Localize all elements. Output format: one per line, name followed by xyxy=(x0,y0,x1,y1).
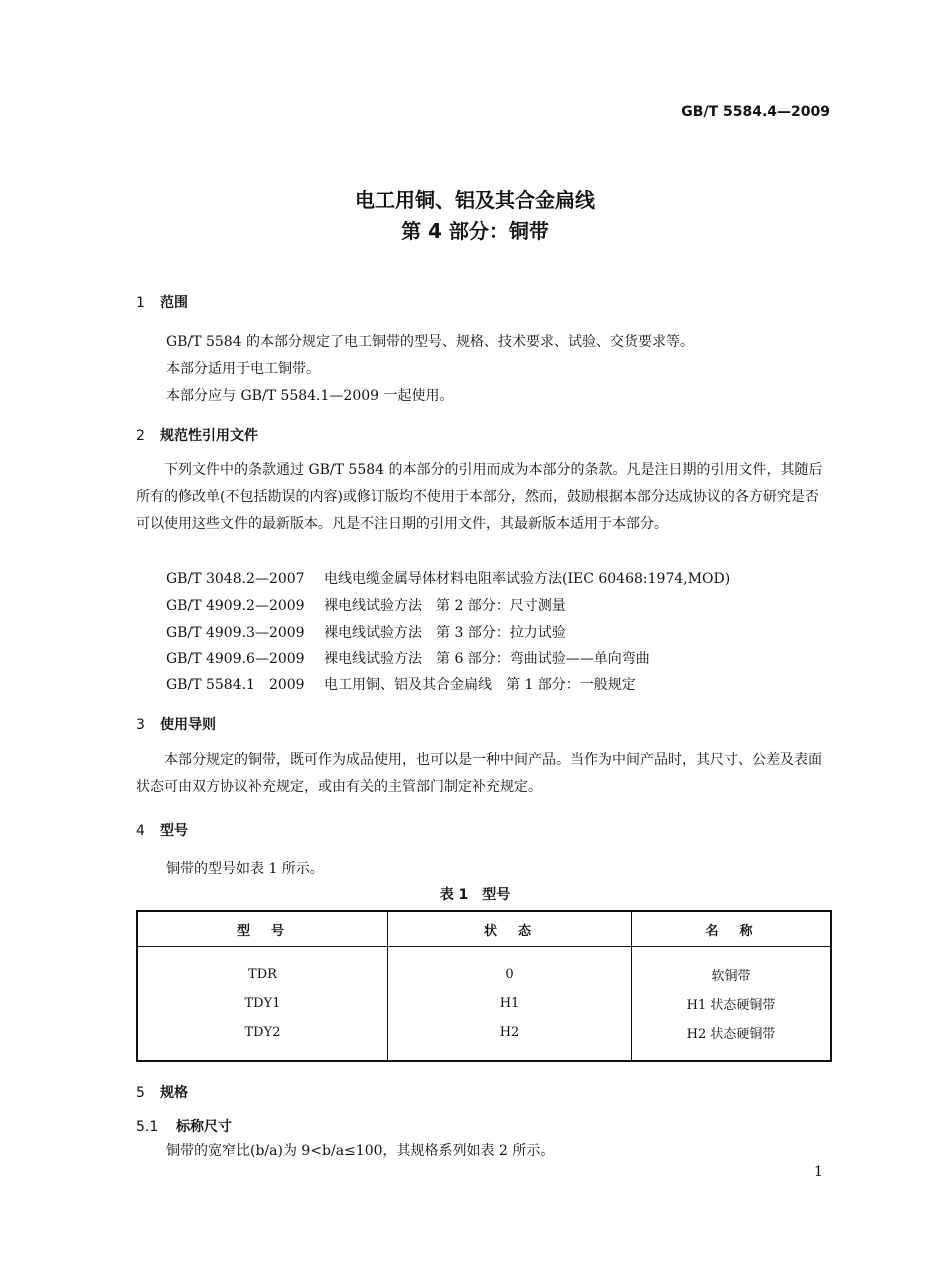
paragraph: 本部分应与 GB/T 5584.1—2009 一起使用。 xyxy=(166,388,454,404)
reference-item xyxy=(166,674,636,694)
column-header: 状 态 xyxy=(388,911,632,947)
document-title: 电工用铜、铝及其合金扁线 xyxy=(355,188,595,212)
paragraph: 下列文件中的条款通过 GB/T 5584 的本部分的引用而成为本部分的条款。凡是注日期的引用文件，其随后所有的修改单(不包括勘误的内容)或修订版均不使用于本部分，然而，鼓励根据本部分达成协议的各方研究是否可以使用这些文件的最新版本。凡是不注日期的引用文件，其最新版本适用于本部分。 xyxy=(136,462,823,532)
table-cell: TDR xyxy=(137,947,388,990)
table-row xyxy=(137,989,831,1018)
document-subtitle: 第 4 部分：铜带 xyxy=(401,219,549,243)
table-row xyxy=(137,1018,831,1061)
reference-title: 电线电缆金属导体材料电阻率试验方法(IEC 60468:1974,MOD) xyxy=(324,571,731,587)
table-row xyxy=(137,947,831,990)
table-cell: H2 xyxy=(388,1018,632,1061)
reference-item xyxy=(166,648,650,668)
section-title: 型号 xyxy=(160,823,188,839)
subsection-number: 5.1 xyxy=(136,1119,159,1135)
table-cell: 0 xyxy=(388,947,632,990)
table-caption: 表 1 型号 xyxy=(439,887,511,903)
reference-code: GB/T 4909.3—2009 xyxy=(166,625,305,641)
table-cell: TDY1 xyxy=(137,989,388,1018)
reference-title: 裸电线试验方法 第 3 部分：拉力试验 xyxy=(324,625,566,641)
standard-code: GB/T 5584.4—2009 xyxy=(681,104,830,120)
subsection-title: 标称尺寸 xyxy=(176,1119,232,1135)
section-number: 1 xyxy=(136,295,145,311)
paragraph: 铜带的型号如表 1 所示。 xyxy=(166,861,324,877)
table-header-row xyxy=(137,911,831,947)
reference-code: GB/T 4909.6—2009 xyxy=(166,651,305,667)
section-number: 4 xyxy=(136,823,145,839)
reference-code: GB/T 3048.2—2007 xyxy=(166,571,305,587)
paragraph: 本部分规定的铜带，既可作为成品使用，也可以是一种中间产品。当作为中间产品时，其尺寸、公差及表面状态可由双方协议补充规定，或由有关的主管部门制定补充规定。 xyxy=(136,752,822,795)
subsection-5-1-heading xyxy=(136,1116,232,1136)
section-title: 范围 xyxy=(160,295,188,311)
reference-code: GB/T 4909.2—2009 xyxy=(166,598,305,614)
column-header: 型 号 xyxy=(137,911,388,947)
paragraph: GB/T 5584 的本部分规定了电工铜带的型号、规格、技术要求、试验、交货要求等。 xyxy=(166,334,695,350)
section-4-heading xyxy=(136,820,188,840)
model-table xyxy=(136,910,832,1062)
table-cell: H1 状态硬铜带 xyxy=(686,998,776,1013)
table-cell: 软铜带 xyxy=(711,969,751,984)
section-title: 规格 xyxy=(160,1085,188,1101)
reference-title: 电工用铜、铝及其合金扁线 第 1 部分：一般规定 xyxy=(324,677,636,693)
column-header: 名 称 xyxy=(632,911,832,947)
reference-title: 裸电线试验方法 第 2 部分：尺寸测量 xyxy=(324,598,566,614)
reference-item xyxy=(166,595,566,615)
section-number: 2 xyxy=(136,428,145,444)
section-title: 规范性引用文件 xyxy=(160,428,258,444)
section-number: 3 xyxy=(136,717,145,733)
paragraph: 铜带的宽窄比(b/a)为 9<b/a≤100，其规格系列如表 2 所示。 xyxy=(166,1143,555,1159)
reference-item xyxy=(166,622,566,642)
reference-item xyxy=(166,568,730,588)
table-cell: H1 xyxy=(388,989,632,1018)
section-2-heading xyxy=(136,425,258,445)
section-title: 使用导则 xyxy=(160,717,216,733)
table-cell: TDY2 xyxy=(137,1018,388,1061)
section-number: 5 xyxy=(136,1085,145,1101)
reference-title: 裸电线试验方法 第 6 部分：弯曲试验——单向弯曲 xyxy=(324,651,650,667)
page-number: 1 xyxy=(814,1164,823,1180)
table-cell: H2 状态硬铜带 xyxy=(686,1027,776,1042)
section-5-heading xyxy=(136,1082,188,1102)
section-1-heading xyxy=(136,292,188,312)
reference-code: GB/T 5584.1 2009 xyxy=(166,677,305,693)
paragraph: 本部分适用于电工铜带。 xyxy=(166,361,320,377)
section-3-heading xyxy=(136,714,216,734)
